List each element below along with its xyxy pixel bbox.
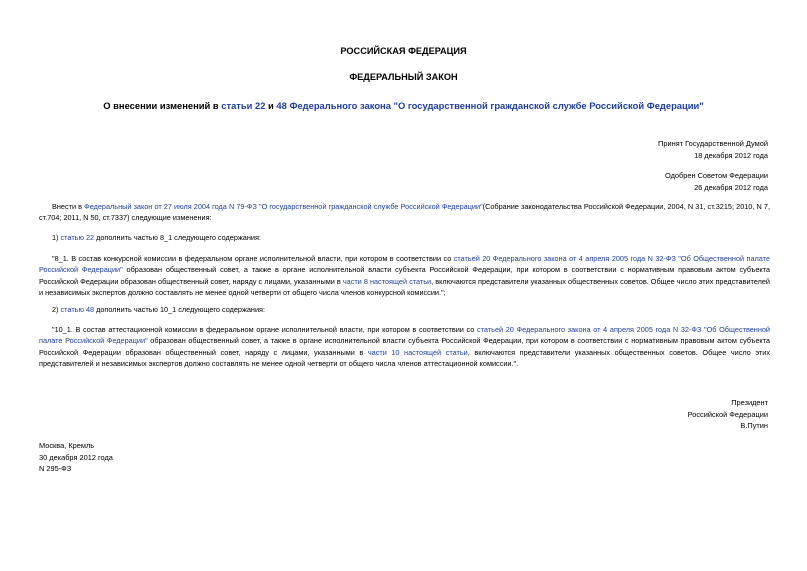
duma-adoption [658,138,768,161]
doc-type-heading: ФЕДЕРАЛЬНЫЙ ЗАКОН [349,72,458,82]
signer-country: Российской Федерации [687,409,768,419]
country-heading: РОССИЙСКАЯ ФЕДЕРАЦИЯ [340,46,467,56]
item-2 [39,304,770,315]
quote-1-link-part-8[interactable]: части 8 настоящей статьи [342,276,432,286]
quote-2-text-b: образован общественный совет, а также в органе исполнительной власти субъекта Российской Федерации, при котором в соответствии с нормативным правовым актом субъекта Российской Федерации образован общественный совет, наряду с лицами, указанными в [39,336,770,357]
quote-8-1 [39,253,770,299]
title-text-and: и [265,100,277,111]
signature-block [688,397,768,432]
quote-1-link-chamber-law[interactable]: статьей 20 Федерального закона от 4 апреля 2005 года N 32-ФЗ "Об Общественной палате Российской Федерации" [39,254,771,275]
duma-date: 18 декабря 2012 года [694,150,768,160]
item-2-text: дополнить частью 10_1 следующего содержания: [94,305,266,314]
quote-1-text-c: , включаются представители указанных общественных советов. Общее число этих представителей и независимых экспертов должно составлять не менее одной четверти от общего числа членов конкурсной комиссии."; [39,276,770,298]
council-approval [665,170,768,193]
place-date-block [39,440,113,475]
quote-10-1 [39,324,770,370]
quote-2-link-part-10[interactable]: части 10 настоящей статьи [367,347,468,357]
signer-name: В.Путин [740,421,768,430]
place-city: Москва, Кремль [39,441,95,450]
intro-text-rest: (Собрание законодательства Российской Федерации, 2004, N 31, ст.3215; 2010, N 7, ст.704; 2011, N 50, ст.7337) следующие изменения: [39,202,770,223]
council-date: 26 декабря 2012 года [694,182,768,192]
title-link-article-48[interactable]: 48 Федерального закона "О государственной гражданской службе Российской Федерации" [276,100,704,111]
item-2-number: 2) [52,305,61,314]
intro-paragraph [39,201,770,224]
law-number: N 295-ФЗ [39,464,72,473]
quote-2-text-c: , включаются представители указанных общественных советов. Общее число этих представителей и независимых экспертов должно составлять не менее одной четверти от общего числа членов аттестационной комиссии.". [39,347,770,369]
quote-1-text-a: "8_1. В состав конкурсной комиссии в федеральном органе исполнительной власти, при котором в соответствии со [52,254,454,263]
title-text: О внесении изменений в [103,100,222,111]
item-1-link[interactable]: статью 22 [60,233,95,242]
item-2-link[interactable]: статью 48 [60,305,95,314]
signer-role: Президент [731,398,768,407]
intro-law-link[interactable]: Федеральный закон от 27 июля 2004 года N 79-ФЗ "О государственной гражданской службе Российской Федерации" [84,202,483,211]
item-1 [39,232,770,243]
item-1-number: 1) [52,233,61,242]
item-1-text: дополнить частью 8_1 следующего содержания: [94,233,261,242]
intro-text: Внести в [52,202,85,211]
place-date: 30 декабря 2012 года [39,452,113,462]
duma-line: Принят Государственной Думой [658,139,768,148]
quote-2-link-chamber-law[interactable]: статьей 20 Федерального закона от 4 апреля 2005 года N 32-ФЗ "Об Общественной палате Российской Федерации" [39,325,770,346]
title-link-article-22[interactable]: статьи 22 [221,100,266,111]
quote-2-text-a: "10_1. В состав аттестационной комиссии в федеральном органе исполнительной власти, при котором в соответствии со [52,325,477,334]
council-line: Одобрен Советом Федерации [665,171,768,180]
quote-1-text-b: образован общественный совет, а также в органе исполнительной власти субъекта Российской Федерации, при котором в соответствии с нормативным правовым актом субъекта Российской Федерации образован общественный совет, наряду с лицами, указанными в [39,265,770,286]
law-title [0,100,807,111]
